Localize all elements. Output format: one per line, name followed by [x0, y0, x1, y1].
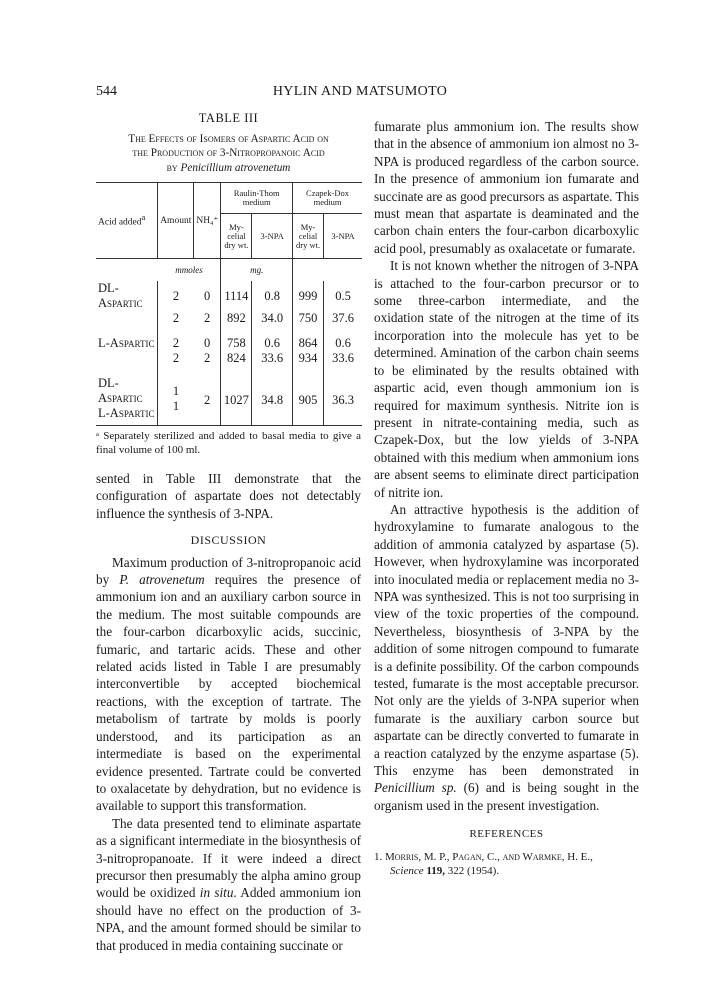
- caption-organism: Penicillium atrovenetum: [180, 161, 291, 174]
- combo-rt-npa: 34.8: [252, 366, 293, 426]
- discussion-heading: DISCUSSION: [190, 533, 267, 548]
- col-cd-npa: 3-NPA: [331, 230, 355, 241]
- table-label: TABLE III: [198, 111, 259, 125]
- combo-amt2: 1: [172, 398, 180, 413]
- col-nh4: NH₄⁺: [194, 183, 221, 259]
- table-header-row1: [96, 183, 362, 214]
- left-column: [96, 470, 361, 954]
- combo-rt-myc: 1027: [221, 366, 252, 426]
- table-footnote: ᵃ Separately sterilized and added to basal media to give a final volume of 100 ml.: [96, 430, 361, 456]
- units-row: [96, 259, 362, 282]
- discussion-paragraph-2: The data presented tend to eliminate aspartate as a significant intermediate in the biosynthesis of 3-nitropropanoate. If it were indeed a direct precursor then presumably the alpha amino group would be oxidized in situ. Added ammonium ion should have no effect on the production of 3-NPA, and the amount formed should be similar to that produced in media containing succinate or: [96, 815, 362, 953]
- col-cd-mycelial: My-celial dry wt.: [293, 214, 324, 259]
- col-czapek-dox: Czapek-Dox medium: [293, 183, 362, 214]
- col-raulin-thom: Raulin-Thom medium: [221, 183, 293, 214]
- col-rt-mycelial: My-celial dry wt.: [221, 214, 252, 259]
- references-heading: REFERENCES: [469, 828, 544, 841]
- paragraph-continued: sented in Table III demonstrate that the configuration of aspartate does not detectably influence the synthesis of 3-NPA.: [96, 471, 361, 521]
- results-table: [96, 182, 362, 426]
- caption-by: by: [166, 161, 178, 174]
- combo-amt1: 1: [172, 383, 180, 398]
- table-row: L-Aspartic 2 0 758 0.6 864 0.6: [96, 326, 362, 351]
- col-rt-npa: 3-NPA: [252, 214, 293, 259]
- table-row: 2 2 824 33.6 934 33.6: [96, 351, 362, 366]
- page-number: 544: [96, 84, 117, 99]
- table-row: 2 2 892 34.0 750 37.6: [96, 311, 362, 326]
- table-caption-line1: The Effects of Isomers of Aspartic Acid on: [128, 132, 329, 145]
- combo-cd-myc: 905: [293, 366, 324, 426]
- right-paragraph-2: An attractive hypothesis is the addition of hydroxylamine to fumarate analogous to the addition of ammonia catalyzed by aspartase (5). However, when hydroxylamine was incorporated into inoculated media or replacement media no 3-NPA was synthesized. This is not too surprising in view of the toxic properties of the compound. Nevertheless, biosynthesis of 3-NPA by the addition of some nitrogen compound to fumarate is a definite possibility. Of the carbon compounds tested, fumarate is the most acceptable precursor. Not only are the yields of 3-NPA superior when fumarate is the auxiliary carbon source but aspartate can be directly converted to fumarate in a reaction catalyzed by the enzyme aspartase (5). This enzyme has been demonstrated in Penicillium sp. (6) and is being sought in the organism used in the present investigation.: [374, 501, 639, 813]
- combo-cd-npa: 36.3: [324, 366, 362, 426]
- col-acid-added: Acid added$^a$: [96, 183, 158, 259]
- table-caption-line3: [96, 161, 361, 176]
- table-caption: [96, 111, 361, 175]
- right-paragraph-1: It is not known whether the nitrogen of 3-NPA is attached to the four-carbon precursor or to some three-carbon intermediate, and the oxidation state of the nitrogen at the time of its incorporation into the molecule has yet to be determined. Amination of the carbon chain seems to be eliminated by the results obtained with aspartic acid, even though ammonium ion is required for maximum synthesis. Nitrite ion is present in nitrate-containing media, such as Czapek-Dox, but the low yields of 3-NPA obtained with this medium when ammonium ions are absent seems to eliminate direct participation of nitrite ion.: [374, 258, 639, 500]
- running-title: HYLIN AND MATSUMOTO: [272, 84, 448, 99]
- table-caption-line2: the Production of 3-Nitropropanoic Acid: [132, 147, 325, 159]
- unit-mmoles: mmoles: [158, 259, 221, 282]
- combo-nh4: 2: [194, 366, 221, 426]
- unit-mg: mg.: [221, 259, 293, 282]
- combo-acid2: L-Aspartic: [98, 406, 155, 420]
- table-row-combined: [96, 366, 362, 426]
- combo-acid1: DL-Aspartic: [98, 376, 143, 405]
- reference-1: 1. Morris, M. P., Pagan, C., and Warmke, H. E., Science 119, 322 (1954).: [374, 850, 593, 877]
- discussion-paragraph-1: Maximum production of 3-nitropropanoic acid by P. atrovenetum requires the presence of ammonium ion and an auxiliary carbon source in the medium. The most suitable compounds are the four-carbon dicarboxylic acids, succinic, fumaric, and tartaric acids. These and other related acids listed in Table I are presumably interconvertible by accepted biochemical reactions, with the exception of tartrate. The metabolism of tartrate by molds is poorly understood, and its participation as an intermediate is based on the experimental evidence presented. Tartrate could be converted to oxalacetate by dehydration, but no evidence is available to support this transformation.: [96, 554, 361, 814]
- table-row: DL-Aspartic 2 0 1114 0.8 999 0.5: [98, 281, 351, 310]
- paragraph-continued: fumarate plus ammonium ion. The results show that in the absence of ammonium ion almost no 3-NPA is produced regardless of the carbon source. In the presence of ammonium ion fumarate and succinate are as good precursors as aspartate. This must mean that aspartate is deaminated and the carbon chain enters the four-carbon dicarboxylic acid pool, presumably as oxalacetate or fumarate.: [374, 119, 639, 256]
- col-amount: Amount: [158, 183, 194, 259]
- right-column: [374, 118, 639, 878]
